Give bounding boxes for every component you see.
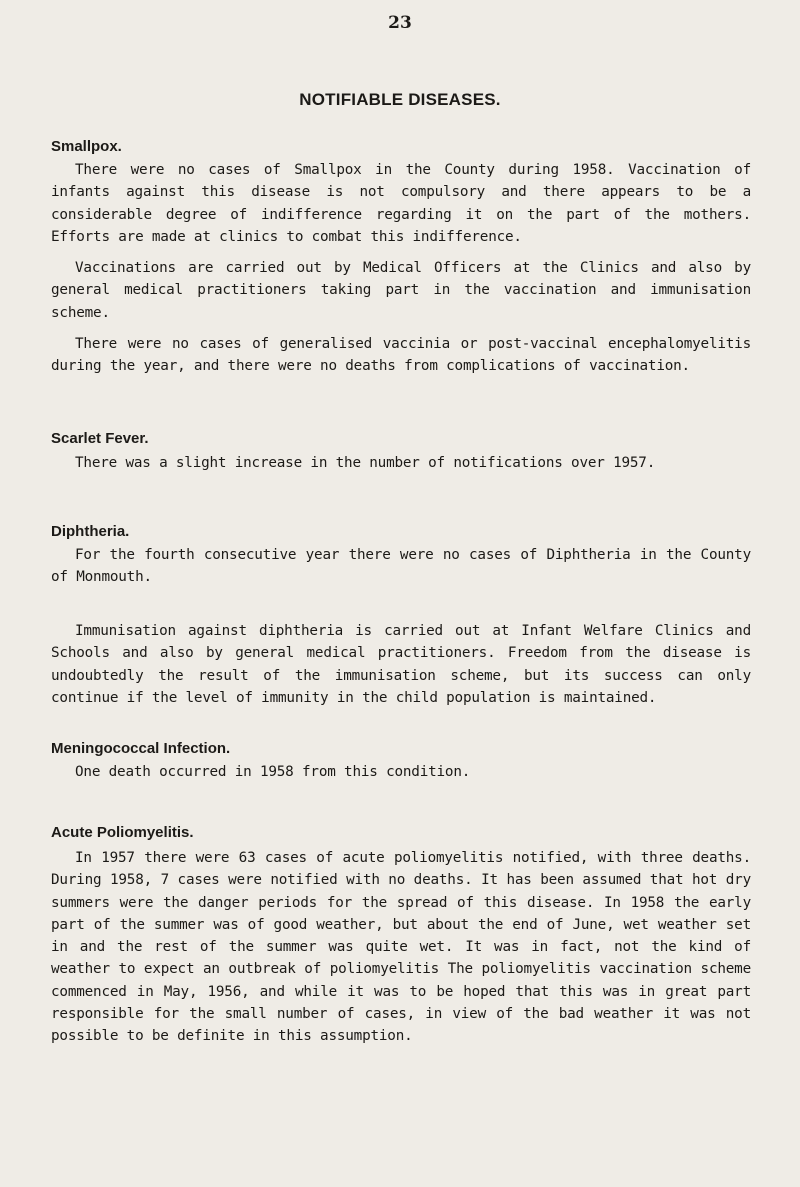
paragraph-smallpox-1: There were no cases of Smallpox in the County during 1958. Vaccination of infants against this disease is not compulsory and there appears to be a considerable degree of indifference regarding it on the part of the mothers. Efforts are made at clinics to combat this indifference. bbox=[51, 162, 751, 245]
page-number: 23 bbox=[388, 13, 412, 33]
section-heading-poliomyelitis: Acute Poliomyelitis. bbox=[51, 824, 194, 841]
paragraph-smallpox-3: There were no cases of generalised vaccinia or post-vaccinal encephalomyelitis during the year, and there were no deaths from complications of vaccination. bbox=[51, 336, 751, 375]
paragraph-scarlet-fever-1: There was a slight increase in the number of notifications over 1957. bbox=[75, 455, 656, 471]
paragraph-smallpox-2: Vaccinations are carried out by Medical Officers at the Clinics and also by general medical practitioners taking part in the vaccination and immunisation scheme. bbox=[51, 260, 751, 321]
paragraph-diphtheria-2: Immunisation against diphtheria is carried out at Infant Welfare Clinics and Schools and also by general medical practitioners. Freedom from the disease is undoubtedly the result of the immunisation scheme, but its success can only continue if the level of immunity in the child population is maintained. bbox=[51, 623, 751, 706]
section-heading-scarlet-fever: Scarlet Fever. bbox=[51, 430, 149, 447]
paragraph-poliomyelitis-1: In 1957 there were 63 cases of acute poliomyelitis notified, with three deaths. During 1958, 7 cases were notified with no deaths. It has been assumed that hot dry summers were the danger periods for the spread of this disease. In 1958 the early part of the summer was of good weather, but about the end of June, wet weather set in and the rest of the summer was quite wet. It was in fact, not the kind of weather to expect an outbreak of poliomyelitis The poliomyelitis vaccination scheme commenced in May, 1956, and while it was to be hoped that this was in great part responsible for the small number of cases, in view of the bad weather it was not possible to be definite in this assumption. bbox=[51, 850, 751, 1045]
section-heading-meningococcal: Meningococcal Infection. bbox=[51, 740, 231, 757]
section-heading-smallpox: Smallpox. bbox=[51, 138, 122, 155]
page-title: NOTIFIABLE DISEASES. bbox=[299, 90, 501, 109]
paragraph-diphtheria-1: For the fourth consecutive year there were no cases of Diphtheria in the County of Monmouth. bbox=[51, 547, 751, 586]
paragraph-meningococcal-1: One death occurred in 1958 from this condition. bbox=[75, 764, 471, 780]
section-heading-diphtheria: Diphtheria. bbox=[51, 523, 130, 540]
